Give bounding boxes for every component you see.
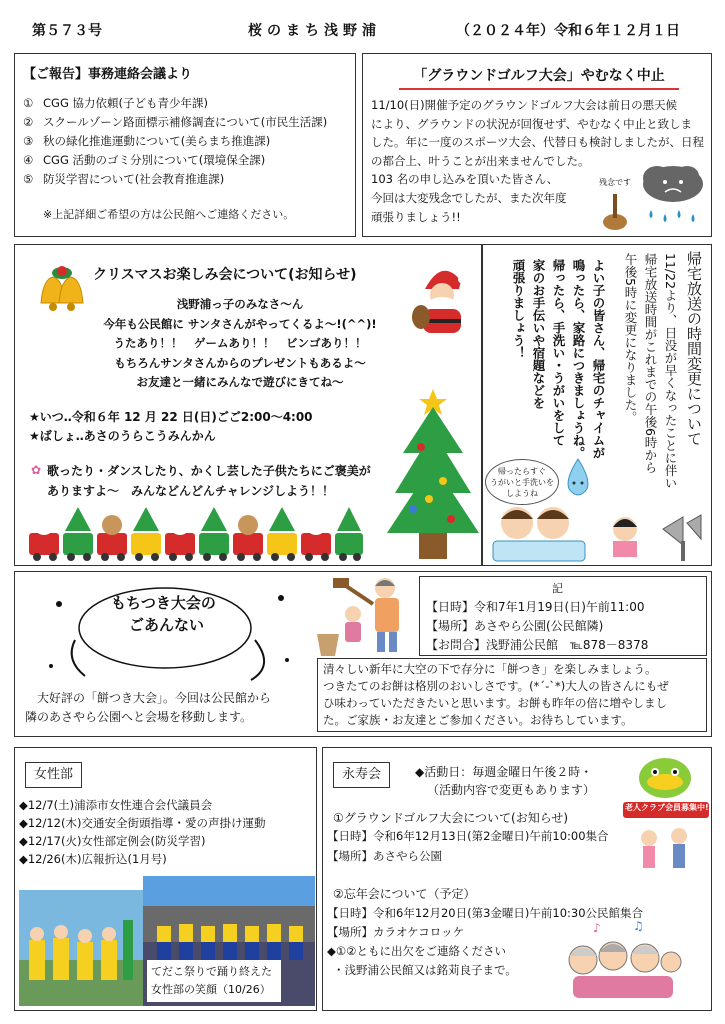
cgg-line: 頑張りましょう!! — [371, 209, 461, 224]
report-list — [23, 94, 327, 189]
women-tag: 女性部 — [25, 762, 82, 788]
eiju-section — [322, 747, 712, 1011]
newsletter-header — [0, 20, 725, 44]
eiju-activity-1: ◆活動日：毎週金曜日午後２時・ — [415, 765, 593, 779]
issue-number: 第５７３号 — [32, 23, 102, 39]
ground-golf-cancel-section — [362, 53, 712, 237]
mochi-info-head: 記 — [552, 582, 563, 595]
mochi-desc-2: 隣のあさやら公園へと会場を移動します。 — [25, 710, 253, 724]
cgg-line: した。年に一度のスポーツ大会、代替日も検討しましたが、日程 — [371, 135, 705, 150]
bubble-line: しようね — [506, 489, 538, 498]
report-title: 【ご報告】事務連絡会議より — [23, 67, 193, 82]
cgg-line: により、グラウンドの状況が回復せず、やむなく中止と致しま — [371, 116, 693, 131]
xmas-line: うたあり！！ ゲームあり！！ ビンゴあり！！ — [113, 336, 367, 350]
list-item: ④ CGG 活動のゴミ分別について(環境保全課) — [23, 153, 266, 167]
xmas-line: 浅野浦っ子のみなさ～ん — [176, 297, 304, 311]
xmas-invite-2: ありますよ～ みんなどんどんチャレンジしよう！！ — [47, 484, 335, 498]
women-section — [14, 747, 317, 1011]
christmas-section — [14, 244, 712, 566]
eiju-activity-2: （活動内容で変更もあります） — [427, 783, 596, 797]
return-notice-body-1: 11/22より、日没が早くなったことに伴い — [663, 253, 678, 490]
eiju-tag: 永寿会 — [333, 762, 390, 788]
list-item: ⑤ 防災学習について(社会教育推進課) — [23, 172, 225, 186]
party-date: 【日時】令和6年12月20日(第3金曜日)午前10:30公民館集合 — [327, 906, 644, 920]
mochi-msg-line: つきたてのお餅は格別のおいしさです。(*´-`*)大人の皆さんにもぜ — [323, 679, 669, 693]
xmas-line: お友達と一緒にみんなで遊びにきてね～ — [136, 375, 344, 389]
bubble-line: 帰ったらすぐ — [498, 467, 546, 476]
mochi-title-1: もちつき大会の — [111, 594, 216, 612]
women-item: ◆12/12(木)交通安全街頭指導・愛の声掛け運動 — [19, 816, 266, 830]
karaoke-group-icon — [563, 920, 683, 1000]
illus-label: 残念です — [599, 178, 631, 187]
mochi-date: 【日時】令和7年1月19日(日)午前11:00 — [426, 600, 645, 614]
mochi-pounding-icon — [313, 574, 417, 658]
xmas-invite-1: 歌ったり・ダンスしたり、かくし芸した子供たちにご褒美が — [47, 464, 371, 478]
svg-text:♪: ♪ — [593, 921, 601, 935]
mochi-contact: 【お問合】浅野浦公民館 ℡878－8378 — [426, 638, 649, 652]
party-title: ②忘年会について（予定） — [333, 887, 476, 901]
svg-text:♫: ♫ — [633, 920, 644, 933]
list-item: ① CGG 協力依頼(子ども青少年課) — [23, 96, 208, 110]
return-call-3: 帰ったら、手洗い・うがいをして — [551, 259, 566, 447]
gg-title: ①グラウンドゴルフ大会について(お知らせ) — [333, 811, 569, 825]
christmas-train-icon — [25, 507, 365, 563]
xmas-message — [35, 295, 445, 393]
return-notice-body-2: 帰宅放送時間がこれまでの午後6時から — [643, 253, 658, 474]
return-notice-title: 帰宅放送の時間変更について — [685, 251, 703, 446]
children-handwash-icon — [487, 501, 709, 563]
cgg-line: 103 名の申し込みを頂いた皆さん、 — [371, 172, 559, 187]
christmas-tree-icon — [385, 383, 481, 563]
eiju-contact-1: ◆①②ともに出欠をご連絡ください — [327, 944, 506, 958]
cgg-line: 11/10(日)開催予定のグラウンドゴルフ大会は前日の悪天候 — [371, 98, 678, 112]
mochi-title-2: ごあんない — [129, 616, 205, 634]
xmas-line: 今年も公民館に サンタさんがやってくるよ～!(^^)! — [103, 316, 377, 331]
return-notice-body-3: 午後5時に変更になりました。 — [623, 253, 638, 424]
sad-cloud-icon — [595, 158, 707, 234]
newsletter-name: 桜のまち浅野浦 — [248, 23, 381, 39]
cgg-line: の都合上、叶うことが出来ませんでした。 — [371, 153, 590, 168]
mochi-msg-line: ひ味わっていただきたいと思います。お餅も昨年の倍に増やしまし — [323, 696, 667, 710]
return-call-2: 鳴ったら、家路につきましょうね。 — [571, 259, 586, 459]
photo-caption — [147, 960, 281, 1002]
report-note: ※上記詳細ご希望の方は公民館へご連絡ください。 — [43, 208, 295, 221]
issue-date: （２０２４年）令和６年１２月１日 — [456, 23, 680, 39]
eiju-contact-2: ・浅野浦公民館又は銘苅良子まで。 — [333, 963, 517, 977]
speech-bubble — [485, 459, 559, 505]
caption-line-2: 女性部の笑顔（10/26） — [151, 983, 271, 996]
list-item: ② スクールゾーン路面標示補修調査について(市民生活課) — [23, 115, 328, 129]
party-place: 【場所】カラオケコロッケ — [327, 925, 465, 939]
xmas-line: もちろんサンタさんからのプレゼントもあるよ～ — [114, 355, 366, 370]
return-call-5: 頑張りましょう！ — [511, 259, 526, 359]
mascot-icon — [621, 752, 711, 878]
bubble-line: うがいと手洗いを — [490, 478, 554, 487]
report-section — [14, 53, 356, 237]
gg-place: 【場所】あさやら公園 — [327, 849, 442, 863]
mochi-info-box — [419, 576, 707, 656]
cgg-line: 今回は大変残念でしたが、また次年度 — [371, 190, 567, 205]
mochi-message-box — [317, 658, 707, 732]
mochi-place: 【場所】あさやら公園(公民館隣) — [426, 619, 604, 633]
caption-line-1: てだこ祭りで踊り終えた — [151, 965, 272, 978]
xmas-when: ★いつ‥令和６年 12 月 22 日(日)ごご2:00～4:00 — [29, 410, 313, 424]
return-call-4: 家のお手伝いや宿題などを — [531, 259, 546, 409]
xmas-title: クリスマスお楽しみ会について(お知らせ) — [93, 267, 357, 283]
dance-photo-1 — [19, 890, 145, 1006]
flower-icon: ✿ — [31, 463, 42, 477]
return-call-1: よい子の皆さん、帰宅のチャイムが — [591, 259, 606, 459]
section-divider — [481, 245, 483, 565]
mochi-desc-1: 大好評の「餅つき大会」。今回は公民館から — [37, 691, 272, 705]
mochi-section — [14, 571, 712, 737]
member-badge: 老人クラブ会員募集中! — [625, 803, 709, 812]
mochi-msg-line: た。ご家族・お友達とご参加ください。お待ちしています。 — [323, 713, 633, 727]
women-item: ◆12/17(火)女性部定例会(防災学習) — [19, 834, 206, 848]
list-item: ③ 秋の緑化推進運動について(美らまち推進課) — [23, 134, 271, 148]
cgg-title: 「グラウンドゴルフ大会」やむなく中止 — [399, 64, 679, 90]
gg-date: 【日時】令和6年12月13日(第2金曜日)午前10:00集合 — [327, 829, 609, 843]
women-item: ◆12/7(土)浦添市女性連合会代議員会 — [19, 798, 213, 812]
mochi-msg-line: 清々しい新年に大空の下で存分に「餅つき」を楽しみましょう。 — [323, 662, 657, 676]
xmas-where: ★ばしょ‥あさのうらこうみんかん — [29, 429, 216, 443]
water-drop-icon — [563, 457, 593, 501]
women-item: ◆12/26(木)広報折込(1月号) — [19, 852, 167, 866]
